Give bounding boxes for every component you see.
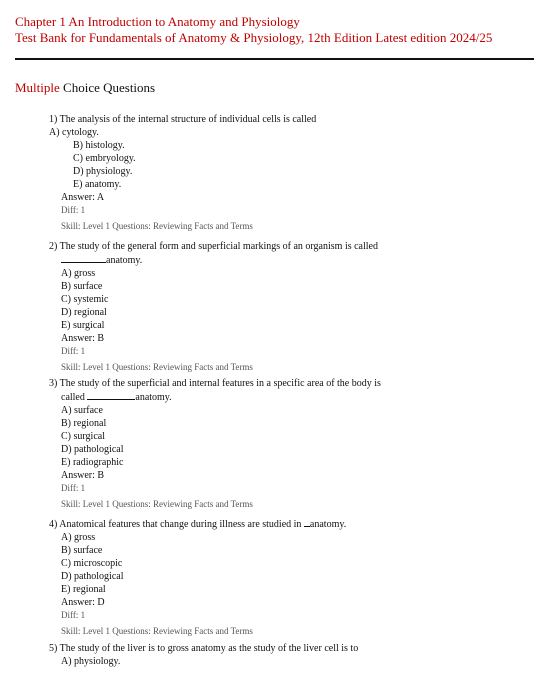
- test-bank-title: Test Bank for Fundamentals of Anatomy & Physiology, 12th Edition Latest edition 2024/25: [15, 30, 493, 45]
- question-4: [49, 517, 419, 638]
- difficulty: Diff: 1: [61, 205, 86, 215]
- chapter-title: Chapter 1 An Introduction to Anatomy and Physiology: [15, 14, 300, 29]
- question-stem-cont: anatomy.: [106, 255, 143, 266]
- option: A) physiology.: [61, 656, 121, 667]
- option: A) surface: [61, 405, 103, 416]
- question-stem: 3) The study of the superficial and internal features in a specific area of the body is: [49, 378, 381, 389]
- difficulty: Diff: 1: [61, 346, 86, 356]
- option: D) physiology.: [73, 166, 133, 177]
- question-stem-cont: called: [61, 392, 85, 403]
- answer-blank: [61, 253, 106, 263]
- option: D) pathological: [61, 444, 124, 455]
- section-heading-rest: Choice Questions: [59, 80, 156, 95]
- option: A) gross: [61, 532, 96, 543]
- option: C) microscopic: [61, 558, 123, 569]
- question-5: [49, 642, 419, 668]
- document-header: [15, 14, 492, 46]
- question-stem-end: anatomy.: [309, 519, 347, 530]
- option: D) pathological: [61, 571, 124, 582]
- option: B) surface: [61, 545, 103, 556]
- question-stem: 1) The analysis of the internal structure of individual cells is called: [49, 114, 317, 125]
- header-rule: [15, 58, 534, 60]
- question-2: [49, 240, 419, 374]
- answer: Answer: D: [61, 597, 105, 608]
- question-stem: 2) The study of the general form and superficial markings of an organism is called: [49, 241, 378, 252]
- option: B) surface: [61, 281, 103, 292]
- answer: Answer: A: [61, 192, 105, 203]
- question-stem-end: anatomy.: [135, 392, 172, 403]
- option: C) systemic: [61, 294, 109, 305]
- answer: Answer: B: [61, 333, 105, 344]
- option: E) surgical: [61, 320, 105, 331]
- option: B) regional: [61, 418, 107, 429]
- option: A) gross: [61, 268, 96, 279]
- section-heading-red: Multiple: [15, 80, 60, 95]
- option: D) regional: [61, 307, 107, 318]
- skill: Skill: Level 1 Questions: Reviewing Facts and Terms: [61, 499, 253, 509]
- question-stem: 4) Anatomical features that change during illness are studied in: [49, 519, 302, 530]
- option: B) histology.: [73, 140, 125, 151]
- option: C) embryology.: [73, 153, 136, 164]
- option: A) cytology.: [49, 127, 99, 138]
- question-1: [49, 113, 419, 233]
- option: E) anatomy.: [73, 179, 122, 190]
- question-stem: 5) The study of the liver is to gross anatomy as the study of the liver cell is to: [49, 643, 359, 654]
- difficulty: Diff: 1: [61, 610, 86, 620]
- option: E) regional: [61, 584, 106, 595]
- difficulty: Diff: 1: [61, 483, 86, 493]
- answer: Answer: B: [61, 470, 105, 481]
- skill: Skill: Level 1 Questions: Reviewing Facts and Terms: [61, 362, 253, 372]
- option: E) radiographic: [61, 457, 124, 468]
- question-3: [49, 377, 419, 511]
- skill: Skill: Level 1 Questions: Reviewing Facts and Terms: [61, 626, 253, 636]
- section-heading: [15, 80, 155, 96]
- option: C) surgical: [61, 431, 105, 442]
- skill: Skill: Level 1 Questions: Reviewing Facts and Terms: [61, 221, 253, 231]
- answer-blank: [87, 390, 135, 400]
